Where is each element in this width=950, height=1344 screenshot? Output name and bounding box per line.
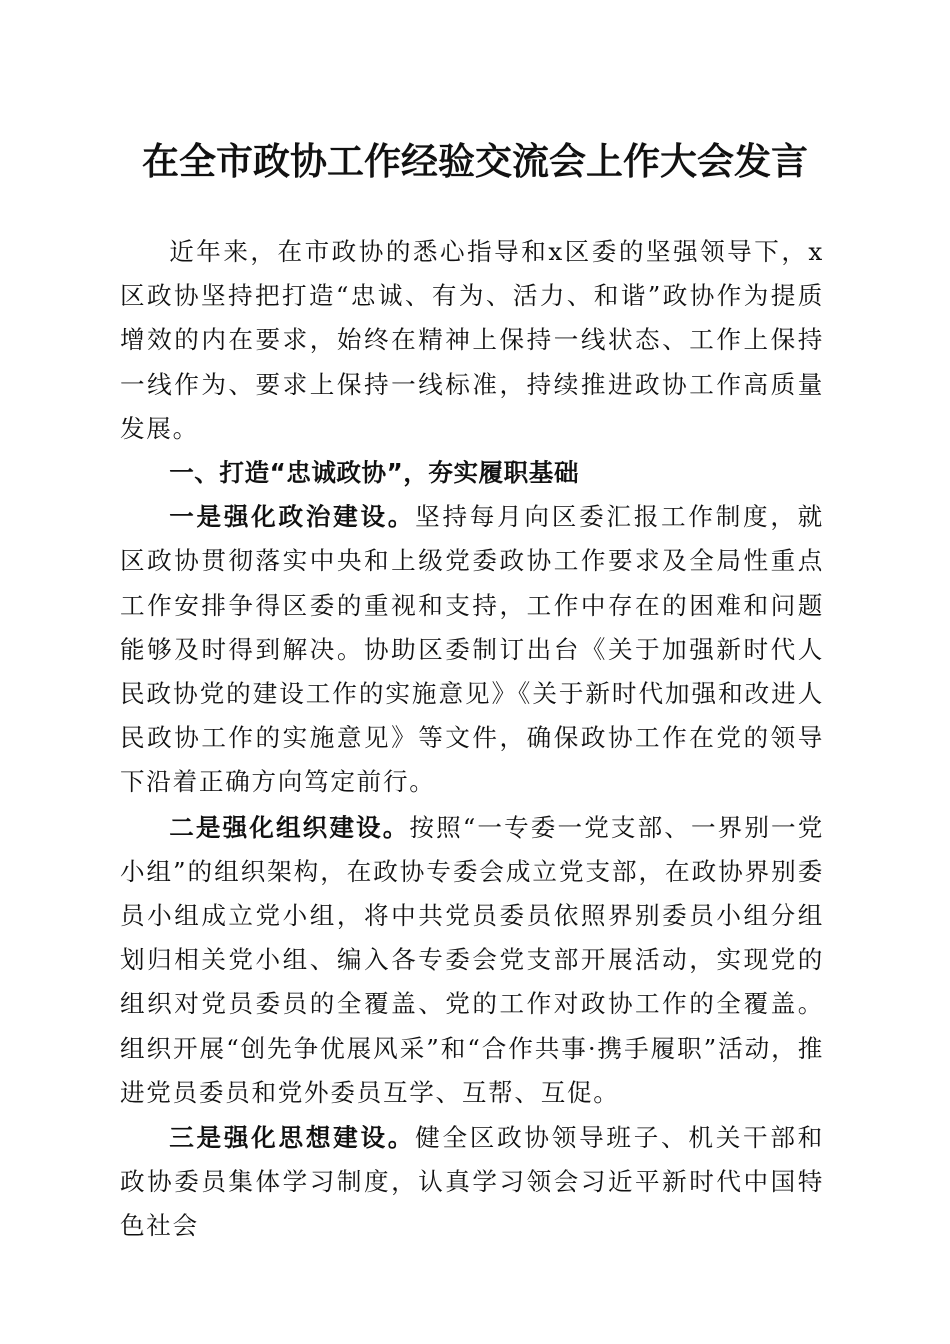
paragraph-lead: 二是强化组织建设。	[169, 812, 410, 842]
paragraph-lead: 一是强化政治建设。	[169, 502, 416, 532]
paragraph-organization-building	[120, 806, 824, 1115]
paragraph-ideological-building	[120, 1116, 824, 1249]
paragraph-lead: 三是强化思想建设。	[169, 1123, 416, 1153]
paragraph-political-building	[120, 495, 824, 804]
document-title: 在全市政协工作经验交流会上作大会发言	[142, 139, 808, 183]
paragraph-text: 健全区政协领导班子、机关干部和政协委员集体学习制度，认真学习领会习近平新时代中国特色社会	[120, 1123, 824, 1241]
intro-paragraph: 近年来，在市政协的悉心指导和x区委的坚强领导下，x区政协坚持把打造“忠诚、有为、活力、和谐”政协作为提质增效的内在要求，始终在精神上保持一线状态、工作上保持一线作为、要求上保持一线标准，持续推进政协工作高质量发展。	[120, 237, 824, 443]
paragraph-text: 按照“一专委一党支部、一界别一党小组”的组织架构，在政协专委会成立党支部，在政协界别委员小组成立党小组，将中共党员委员依照界别委员小组分组划归相关党小组、编入各专委会党支部开展活动，实现党的组织对党员委员的全覆盖、党的工作对政协工作的全覆盖。组织开展“创先争优展风采”和“合作共事·携手履职”活动，推进党员委员和党外委员互学、互帮、互促。	[120, 812, 824, 1107]
document-body	[120, 230, 824, 1249]
section-heading-1: 一、打造“忠诚政协”，夯实履职基础	[169, 458, 579, 488]
paragraph-text: 坚持每月向区委汇报工作制度，就区政协贯彻落实中央和上级党委政协工作要求及全局性重点工作安排争得区委的重视和支持，工作中存在的困难和问题能够及时得到解决。协助区委制订出台《关于加强新时代人民政协党的建设工作的实施意见》《关于新时代加强和改进人民政协工作的实施意见》等文件，确保政协工作在党的领导下沿着正确方向笃定前行。	[120, 502, 824, 797]
